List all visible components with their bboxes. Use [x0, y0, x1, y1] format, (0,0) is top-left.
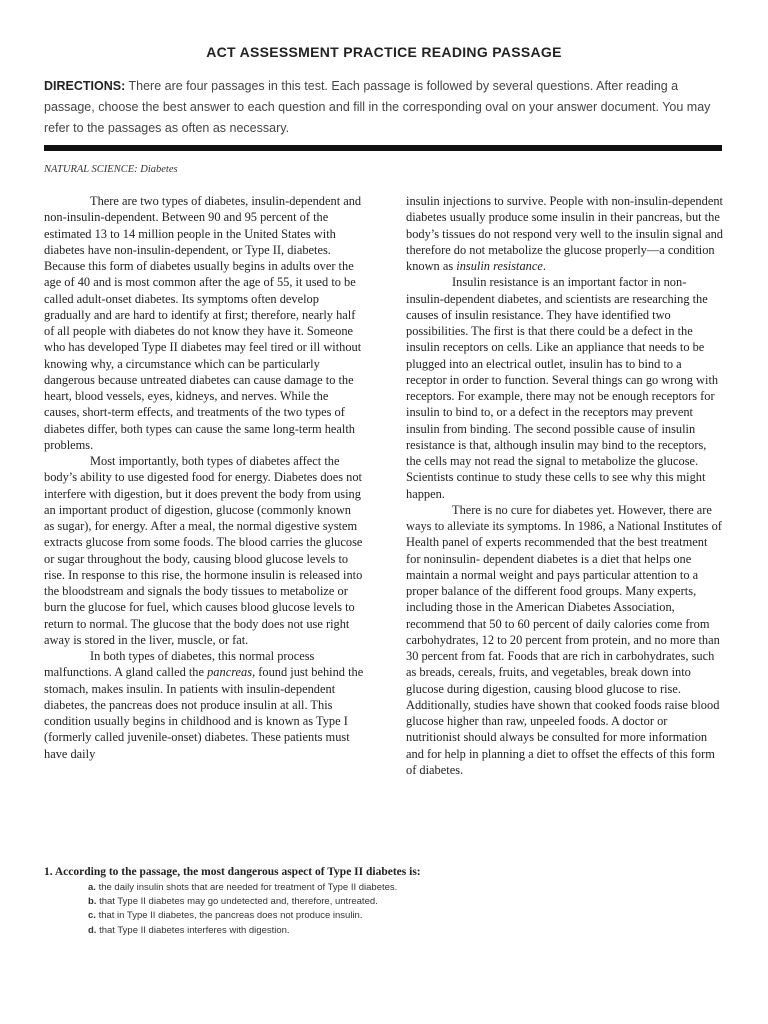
section-divider: [44, 145, 722, 151]
page-title: ACT ASSESSMENT PRACTICE READING PASSAGE: [206, 44, 562, 60]
option-text: that Type II diabetes may go undetected and, therefore, untreated.: [96, 896, 378, 908]
paragraph-3-cont-term: insulin resistance: [456, 259, 543, 273]
answer-option-d[interactable]: [88, 924, 734, 938]
paragraph-1: There are two types of diabetes, insulin-dependent and non-insulin-dependent. Between 90 and 95 percent of the estimated 13 to 14 million people in the United States with diabetes have non-insulin-dependent, or Type II, diabetes. Because this form of diabetes usually begins in adults over the age of 40 and is most common after the age of 55, it used to be called adult-onset diabetes. Its symptoms often develop gradually and are hard to identify at first; therefore, nearly half of all people with diabetes do not know they have it. Someone who has developed Type II diabetes may feel tired or ill without knowing why, a circumstance which can be particularly dangerous because untreated diabetes can cause damage to the heart, blood vessels, eyes, kidneys, and nerves. While the causes, short-term effects, and treatments of the two types of diabetes differ, both types can cause the same long-term health problems.: [44, 194, 362, 452]
answer-options: [44, 881, 734, 938]
question-stem: 1. According to the passage, the most dangerous aspect of Type II diabetes is:: [44, 866, 421, 878]
passage-column-right: [406, 193, 724, 778]
passage-column-left: [44, 193, 364, 762]
paragraph-3-cont-text-a: insulin injections to survive. People with non-insulin-dependent diabetes usually produce some insulin in their pancreas, but the body’s tissues do not respond very well to the insulin signal and therefore do not metabolize the glucose properly—a condition known as: [406, 194, 723, 273]
section-label: NATURAL SCIENCE: Diabetes: [44, 164, 178, 175]
paragraph-3-text-a: In both types of diabetes, this normal process malfunctions. A gland called the: [44, 649, 315, 680]
paragraph-3-continued: [406, 193, 724, 274]
paragraph-3-cont-text-b: .: [542, 259, 546, 273]
option-letter: a.: [88, 882, 96, 893]
answer-option-c[interactable]: [88, 909, 734, 923]
paragraph-5: There is no cure for diabetes yet. However, there are ways to alleviate its symptoms. In 1986, a National Institutes of Health panel of experts recommended that the best treatment for noninsulin- dependent diabetes is a diet that helps one maintain a normal weight and pays particular attention to a proper balance of the different food groups. Many experts, including those in the American Diabetes Association, recommend that 50 to 60 percent of daily calories come from carbohydrates, 12 to 20 percent from protein, and no more than 30 percent from fat. Foods that are rich in carbohydrates, such as breads, cereals, fruits, and vegetables, break down into glucose during digestion, causing blood glucose to rise. Additionally, studies have shown that cooked foods raise blood glucose higher than raw, unpeeled foods. A doctor or nutritionist should always be consulted for more information and for help in planning a diet to offset the effects of this form of diabetes.: [406, 502, 722, 777]
option-text: that Type II diabetes interferes with digestion.: [96, 924, 290, 936]
option-letter: b.: [88, 896, 97, 908]
answer-option-a[interactable]: [88, 881, 734, 895]
paragraph-2: Most importantly, both types of diabetes affect the body’s ability to use digested food for energy. Diabetes does not interfere with digestion, but it does prevent the body from using an important product of digestion, glucose (commonly known as sugar), for energy. After a meal, the normal digestive system extracts glucose from some foods. The blood carries the glucose or sugar throughout the body, causing blood glucose levels to rise. In response to this rise, the hormone insulin is released into the bloodstream and signals the body tissues to metabolize or burn the glucose for fuel, which causes blood glucose levels to return to normal. The glucose that the body does not use right away is stored in the liver, muscle, or fat.: [44, 454, 363, 647]
option-text: that in Type II diabetes, the pancreas does not produce insulin.: [95, 910, 363, 922]
paragraph-3-text-b: found just behind the stomach, makes insulin. In patients with insulin-dependent diabetes, the pancreas does not produce insulin at all. This condition usually begins in childhood and is known as Type I (formerly called juvenile-onset) diabetes. These patients must have daily: [44, 665, 364, 761]
directions-text: There are four passages in this test. Each passage is followed by several questions. After reading a passage, choose the best answer to each question and fill in the corresponding oval on your answer document. You may refer to the passages as often as necessary.: [44, 79, 711, 135]
option-text: the daily insulin shots that are needed for treatment of Type II diabetes.: [95, 882, 398, 893]
paragraph-4: Insulin resistance is an important factor in non-insulin-dependent diabetes, and scientists are researching the causes of insulin resistance. They have identified two possibilities. The first is that there could be a defect in the insulin receptors on cells. Like an appliance that needs to be plugged into an electrical outlet, insulin has to bind to a receptor in order to function. Several things can go wrong with receptors. For example, there may not be enough receptors for insulin to bind to, or a defect in the receptors may prevent insulin from binding. The second possible cause of insulin resistance is that, although insulin may bind to the receptors, the cells may not read the signal to metabolize the glucose. Scientists continue to study these cells to see why this might happen.: [406, 275, 719, 501]
option-letter: c.: [88, 910, 96, 922]
answer-option-b[interactable]: [88, 895, 734, 909]
directions-label: DIRECTIONS:: [44, 79, 126, 93]
directions: [44, 76, 724, 139]
paragraph-3: [44, 648, 364, 762]
option-letter: d.: [88, 924, 97, 936]
paragraph-3-term: pancreas,: [207, 665, 256, 680]
question-1: [44, 866, 734, 938]
